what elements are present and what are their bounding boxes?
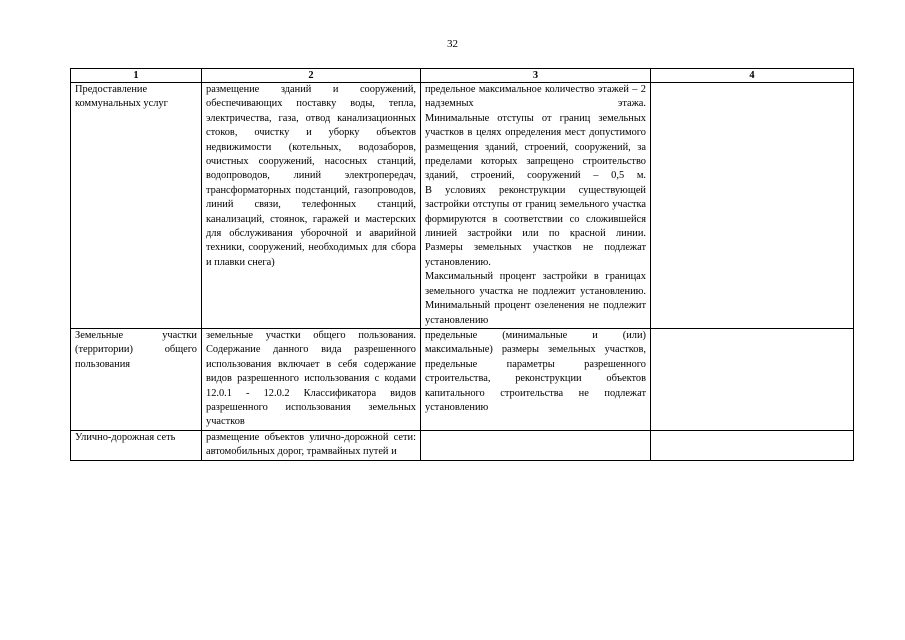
use-type-parameters [421,430,651,460]
parameter-paragraph: Минимальные отступы от границ земельных участков в целях определения мест допустимого размещения зданий, строений, сооружений, за пределами которых запрещено строительство зданий, строений, сооружений – 0,5 м. [425,112,646,182]
use-type-name: Земельные участки (территории) общего пользования [71,328,202,430]
table-row [71,328,854,430]
use-type-parameters: предельные (минимальные и (или) максимальные) размеры земельных участков, предельные параметры разрешенного строительства, реконструкции объектов капитального строительства не подлежат установлению [421,328,651,430]
parameter-paragraph: Размеры земельных участков не подлежат установлению. [425,242,646,268]
table-row [71,83,854,329]
use-type-description: размещение зданий и сооружений, обеспечивающих поставку воды, тепла, электричества, газа, отвод канализационных стоков, очистку и уборку объектов недвижимости (котельных, водозаборов, очистных сооружений, насосных станций, водопроводов, линий электропередач, трансформаторных подстанций, газопроводов, линий связи, телефонных станций, канализаций, стоянок, гаражей и мастерских для обслуживания уборочной и аварийной техники, сооружений, необходимых для сбора и плавки снега) [202,83,421,329]
use-type-description: земельные участки общего пользования. Содержание данного вида разрешенного использования включает в себя содержание видов разрешенного использования с кодами 12.0.1 - 12.0.2 Классификатора видов разрешенного использования земельных участков [202,328,421,430]
land-use-table [70,68,854,461]
use-type-parameters [421,83,651,329]
header-col-4: 4 [651,69,854,83]
parameter-paragraph: Максимальный процент застройки в границах земельного участка не подлежит установлению. [425,271,646,297]
header-col-1: 1 [71,69,202,83]
header-col-2: 2 [202,69,421,83]
use-type-name: Улично-дорожная сеть [71,430,202,460]
use-type-name: Предоставление коммунальных услуг [71,83,202,329]
table-header-row [71,69,854,83]
parameter-paragraph: В условиях реконструкции существующей застройки отступы от границ земельного участка формируются в соответствии со сложившейся линией застройки или по красной линии. [425,184,646,240]
use-type-notes [651,328,854,430]
use-type-notes [651,83,854,329]
page-number: 32 [447,38,458,50]
use-type-description: размещение объектов улично-дорожной сети: автомобильных дорог, трамвайных путей и [202,430,421,460]
table-row [71,430,854,460]
use-type-notes [651,430,854,460]
parameter-paragraph: предельное максимальное количество этажей – 2 надземных этажа. [425,84,646,110]
header-col-3: 3 [421,69,651,83]
parameter-paragraph: Минимальный процент озеленения не подлежит установлению [425,300,646,326]
